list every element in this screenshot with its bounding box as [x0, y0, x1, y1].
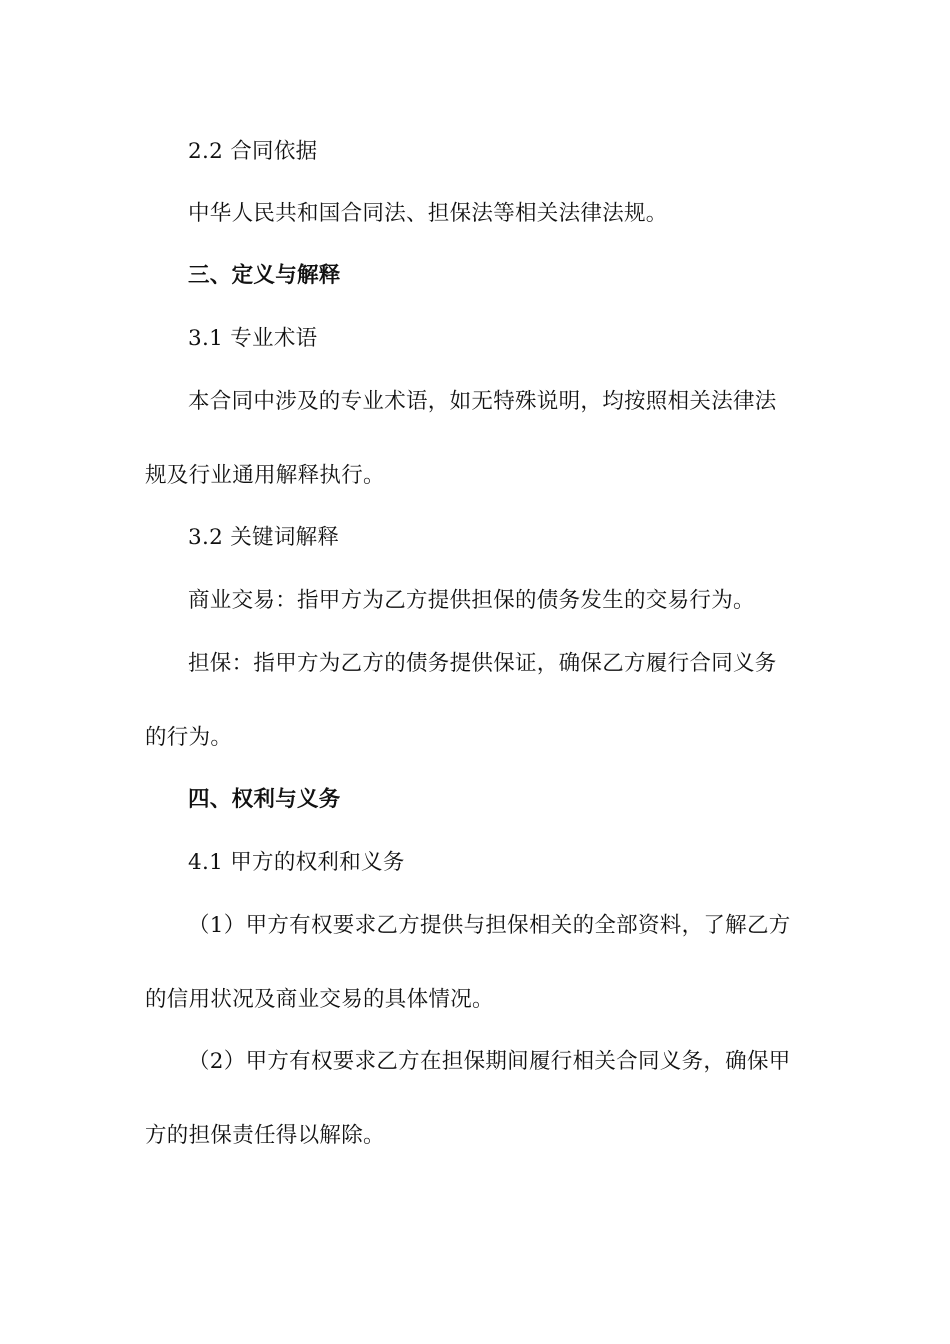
subsection-heading-3-2: 3.2 关键词解释: [188, 525, 340, 550]
subsection-heading-4-1: 4.1 甲方的权利和义务: [188, 850, 405, 875]
paragraph-item-1-line-1: （1）甲方有权要求乙方提供与担保相关的全部资料，了解乙方: [188, 913, 791, 938]
paragraph-item-1-line-2: 的信用状况及商业交易的具体情况。: [145, 987, 494, 1012]
paragraph-contract-basis: 中华人民共和国合同法、担保法等相关法律法规。: [188, 201, 668, 226]
section-heading-4: 四、权利与义务: [188, 787, 341, 812]
section-heading-3: 三、定义与解释: [188, 263, 341, 288]
paragraph-item-2-line-2: 方的担保责任得以解除。: [145, 1123, 385, 1148]
paragraph-commercial-transaction: 商业交易：指甲方为乙方提供担保的债务发生的交易行为。: [188, 588, 755, 613]
paragraph-guarantee-line-2: 的行为。: [145, 725, 233, 750]
subsection-heading-2-2: 2.2 合同依据: [188, 139, 318, 164]
paragraph-terms-line-2: 规及行业通用解释执行。: [145, 463, 385, 488]
subsection-heading-3-1: 3.1 专业术语: [188, 326, 318, 351]
paragraph-terms-line-1: 本合同中涉及的专业术语，如无特殊说明，均按照相关法律法: [188, 389, 777, 414]
paragraph-item-2-line-1: （2）甲方有权要求乙方在担保期间履行相关合同义务，确保甲: [188, 1049, 791, 1074]
paragraph-guarantee-line-1: 担保：指甲方为乙方的债务提供保证，确保乙方履行合同义务: [188, 651, 777, 676]
